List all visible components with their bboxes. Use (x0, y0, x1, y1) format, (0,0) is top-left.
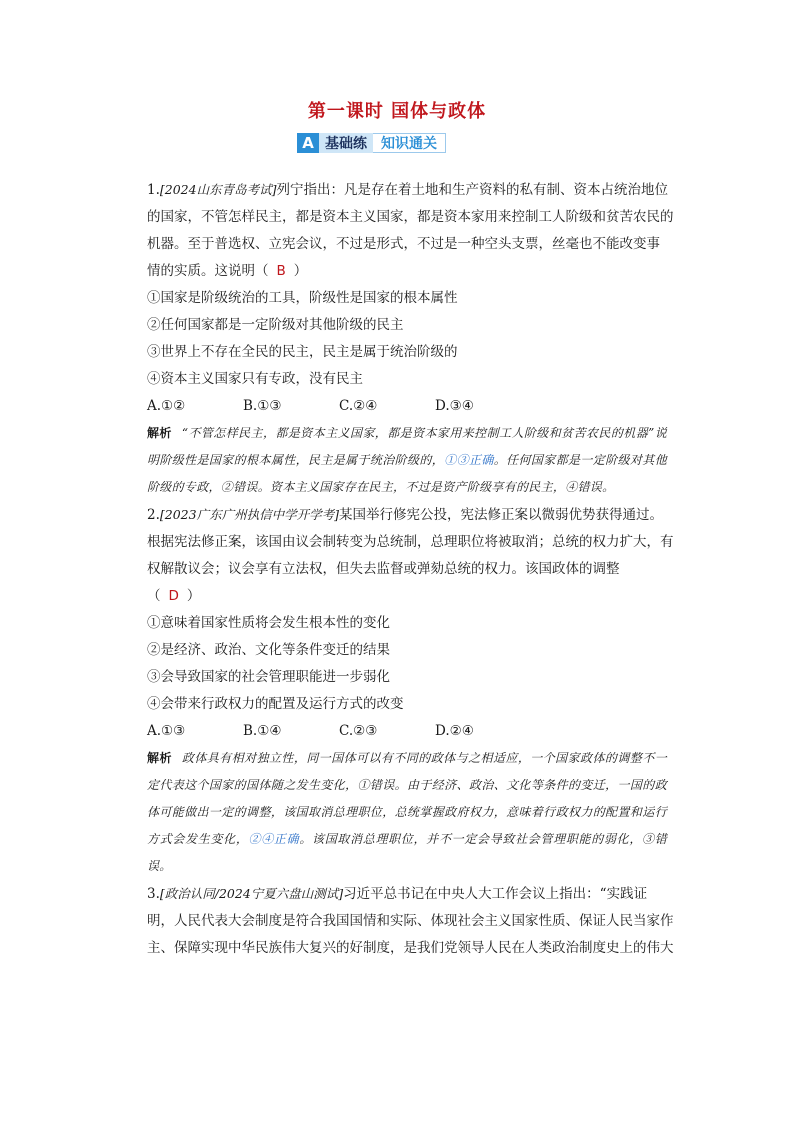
choice-item: ①意味着国家性质将会发生根本性的变化 (147, 615, 390, 631)
analysis-block (147, 420, 667, 501)
section-badge (297, 133, 446, 153)
question-number: 3. (147, 886, 160, 902)
question-stem: 习近平总书记在中央人大工作会议上指出：“实践证 (343, 886, 648, 902)
answer-letter: B (276, 263, 286, 279)
choice-item: ②是经济、政治、文化等条件变迁的结果 (147, 642, 390, 658)
question-stem: 明，人民代表大会制度是符合我国国情和实际、体现社会主义国家性质、保证人民当家作 (147, 913, 674, 929)
choice-item: ④资本主义国家只有专政，没有民主 (147, 371, 363, 387)
badge-letter: A (297, 133, 319, 153)
badge-sub: 知识通关 (373, 133, 446, 153)
choice-item: ④会带来行政权力的配置及运行方式的改变 (147, 696, 404, 712)
analysis-text: 。该国取消总理职位，并不一定会导致社会管理职能的弱化，③错误。 (147, 832, 668, 873)
question-stem: 列宁指出：凡是存在着土地和生产资料的私有制、资本占统治地位 (276, 182, 668, 198)
question-stem: 情的实质。这说明（ (147, 263, 269, 279)
analysis-highlight: ②④正确 (248, 832, 300, 846)
option-b: B.①④ (243, 723, 282, 739)
question-source: [政治认同/2024宁夏六盘山测试] (159, 886, 344, 901)
question-stem: 机器。至于普选权、立宪会议，不过是形式，不过是一种空头支票，丝毫也不能改变事 (147, 236, 660, 252)
option-b: B.①③ (243, 398, 282, 414)
analysis-label: 解析 (147, 751, 172, 765)
question-list (147, 176, 674, 962)
question-3 (147, 880, 674, 962)
question-source: [2024山东青岛考试] (159, 182, 277, 197)
analysis-highlight: ①③正确 (444, 453, 494, 467)
option-a: A.①③ (147, 723, 186, 739)
bracket-close: ） (186, 588, 201, 604)
bracket-open: （ (147, 588, 161, 604)
question-source: [2023广东广州执信中学开学考] (159, 507, 339, 522)
bracket-close: ） (293, 263, 308, 279)
analysis-text: 。任何国家都是一定阶级对其他阶级的专政，②错误。资本主义国家存在民主，不过是资产阶级享有的民主，④错误。 (147, 453, 667, 494)
badge-main: 基础练 (319, 133, 373, 153)
choice-item: ③世界上不存在全民的民主，民主是属于统治阶级的 (147, 344, 458, 360)
choice-item: ③会导致国家的社会管理职能进一步弱化 (147, 669, 390, 685)
question-stem: 权解散议会；议会享有立法权，但失去监督或弹劾总统的权力。该国政体的调整 (147, 561, 620, 577)
answer-letter: D (168, 588, 179, 604)
question-1 (147, 176, 674, 501)
question-number: 2. (147, 507, 160, 523)
question-stem: 某国举行修宪公投，宪法修正案以微弱优势获得通过。 (338, 507, 663, 523)
question-number: 1. (147, 182, 160, 198)
question-stem: 根据宪法修正案，该国由议会制转变为总统制，总理职位将被取消；总统的权力扩大，有 (147, 534, 674, 550)
options-row (147, 718, 667, 745)
question-2 (147, 501, 674, 880)
choice-item: ①国家是阶级统治的工具，阶级性是国家的根本属性 (147, 290, 458, 306)
analysis-text: 政体具有相对独立性，同一国体可以有不同的政体与之相适应，一个国家政体的调整不一定代表这个国家的国体随之发生变化，①错误。由于经济、政治、文化等条件的变迁，一国的政体可能做出一定的调整，该国取消总理职位，总统掌握政府权力，意味着行政权力的配置和运行方式会发生变化， (147, 751, 667, 846)
question-stem: 的国家，不管怎样民主，都是资本主义国家，都是资本家用来控制工人阶级和贫苦农民的 (147, 209, 674, 225)
question-stem: 主、保障实现中华民族伟大复兴的好制度，是我们党领导人民在人类政治制度史上的伟大 (147, 940, 674, 956)
option-c: C.②④ (339, 398, 378, 414)
option-a: A.①② (147, 398, 186, 414)
page-title: 第一课时 国体与政体 (307, 101, 487, 122)
choice-item: ②任何国家都是一定阶级对其他阶级的民主 (147, 317, 404, 333)
options-row (147, 393, 667, 420)
analysis-block (147, 745, 667, 880)
analysis-label: 解析 (147, 426, 172, 440)
option-d: D.③④ (435, 398, 474, 414)
analysis-text: “不管怎样民主，都是资本主义国家，都是资本家用来控制工人阶级和贫苦农民的机器”说明阶级性是国家的根本属性，民主是属于统治阶级的， (147, 426, 667, 467)
option-d: D.②④ (435, 723, 474, 739)
option-c: C.②③ (339, 723, 378, 739)
